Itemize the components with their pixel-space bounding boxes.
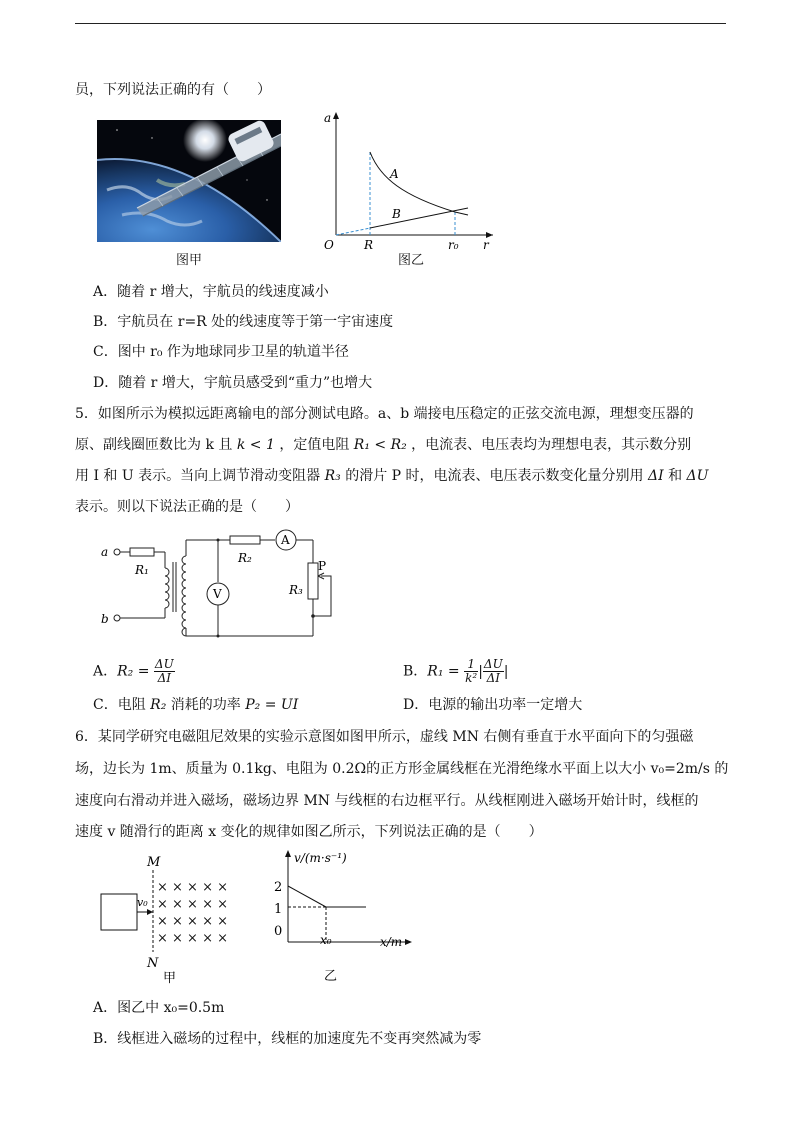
boundary-M-label: M <box>147 855 161 870</box>
q6-stem-line2: 场，边长为 1m、质量为 0.1kg、电阻为 0.2Ω的正方形金属线框在光滑绝缘水平面上以大小 v₀=2m/s 的 <box>75 761 729 777</box>
q5-stem-line3: 用 I 和 U 表示。当向上调节滑动变阻器 R₃ 的滑片 P 时，电流表、电压表示数变化量分别用 ΔI 和 ΔU <box>75 468 709 484</box>
transformer-circuit-diagram <box>95 528 345 640</box>
q5-option-b[interactable]: B．R₁ = $\frac{1}{\text{k²}}$ | $\frac{\Delta U}{\Delta I}$ | <box>403 657 509 685</box>
velocity-decrease-segment <box>288 886 326 907</box>
acceleration-radius-graph <box>318 108 498 253</box>
boundary-N-label: N <box>147 956 159 971</box>
v0-label: v₀ <box>137 896 148 909</box>
velocity-distance-graph <box>268 846 418 986</box>
x0-label: x₀ <box>320 933 332 947</box>
tick-2: 2 <box>274 880 283 895</box>
q5-option-d[interactable]: D．电源的输出功率一定增大 <box>403 697 583 713</box>
page-header-rule <box>75 23 726 24</box>
curve-A-label: A <box>390 167 399 181</box>
slider-p-label: P <box>318 559 327 573</box>
tick-1: 1 <box>274 902 283 917</box>
terminal-b-label: b <box>101 612 109 626</box>
q4-option-d[interactable]: D．随着 r 增大，宇航员感受到“重力”也增大 <box>93 375 373 391</box>
graph-origin: O <box>324 238 334 252</box>
q4-stem-tail: 员，下列说法正确的有（ ） <box>75 82 271 98</box>
figure-b-caption: 图乙 <box>398 253 425 268</box>
q6-stem-line3: 速度向右滑动并进入磁场，磁场边界 MN 与线框的右边框平行。从线框刚进入磁场开始计时，线框的 <box>75 793 699 809</box>
magnetic-field-setup-diagram <box>95 852 245 987</box>
space-elevator-photo <box>97 120 281 242</box>
q4-option-b[interactable]: B．宇航员在 r=R 处的线速度等于第一宇宙速度 <box>93 314 394 330</box>
curve-A <box>370 152 468 215</box>
svg-text:× × × × ×: × × × × × <box>157 880 228 895</box>
figure-a-caption: 图甲 <box>176 253 203 268</box>
q6-stem-line1: 6．某同学研究电磁阻尼效果的实验示意图如图甲所示，虚线 MN 右侧有垂直于水平面向下的匀强磁 <box>75 729 694 745</box>
graph-x-axis-label: x/m <box>380 935 403 949</box>
voltmeter-icon: V <box>213 587 222 601</box>
q4-option-a[interactable]: A．随着 r 增大，宇航员的线速度减小 <box>93 284 329 300</box>
graph-y-label: a <box>324 111 332 125</box>
svg-text:× × × × ×: × × × × × <box>157 914 228 929</box>
svg-text:× × × × ×: × × × × × <box>157 931 228 946</box>
q5-option-c[interactable]: C．电阻 R₂ 消耗的功率 P₂ = UI <box>93 697 299 713</box>
figure-jia-caption: 甲 <box>163 971 177 986</box>
q6-option-a[interactable]: A．图乙中 x₀=0.5m <box>93 1000 225 1016</box>
q5-stem-line2: 原、副线圈匝数比为 k 且 k < 1 ，定值电阻 R₁ < R₂ ，电流表、电压表均为理想电表，其示数分别 <box>75 437 692 453</box>
rheostat-r3-label: R₃ <box>289 583 303 597</box>
q5-stem-line1: 5．如图所示为模拟远距离输电的部分测试电路。a、b 端接电压稳定的正弦交流电源，理想变压器的 <box>75 406 694 422</box>
magnetic-field-crosses <box>157 880 228 946</box>
tick-0: 0 <box>274 924 283 939</box>
resistor-r2-label: R₂ <box>238 551 252 565</box>
figure-yi-caption: 乙 <box>324 969 338 984</box>
terminal-a-label: a <box>101 545 109 559</box>
graph-R-label: R <box>364 238 374 252</box>
graph-v-axis-label: v/(m·s⁻¹) <box>294 851 347 865</box>
q5-option-a[interactable]: A．R₂ = $\frac{\Delta U}{\Delta I}$ <box>93 657 174 685</box>
graph-r0-label: r₀ <box>448 238 459 252</box>
graph-x-label: r <box>483 238 489 252</box>
q4-option-c[interactable]: C．图中 r₀ 作为地球同步卫星的轨道半径 <box>93 344 349 360</box>
ammeter-icon: A <box>281 533 290 547</box>
svg-text:× × × × ×: × × × × × <box>157 897 228 912</box>
line-B <box>370 208 468 228</box>
q6-stem-line4: 速度 v 随滑行的距离 x 变化的规律如图乙所示，下列说法正确的是（ ） <box>75 824 543 840</box>
line-B-label: B <box>392 207 401 221</box>
resistor-r1-label: R₁ <box>135 563 149 577</box>
q5-stem-line4: 表示。则以下说法正确的是（ ） <box>75 499 299 515</box>
q6-option-b[interactable]: B．线框进入磁场的过程中，线框的加速度先不变再突然减为零 <box>93 1031 482 1047</box>
